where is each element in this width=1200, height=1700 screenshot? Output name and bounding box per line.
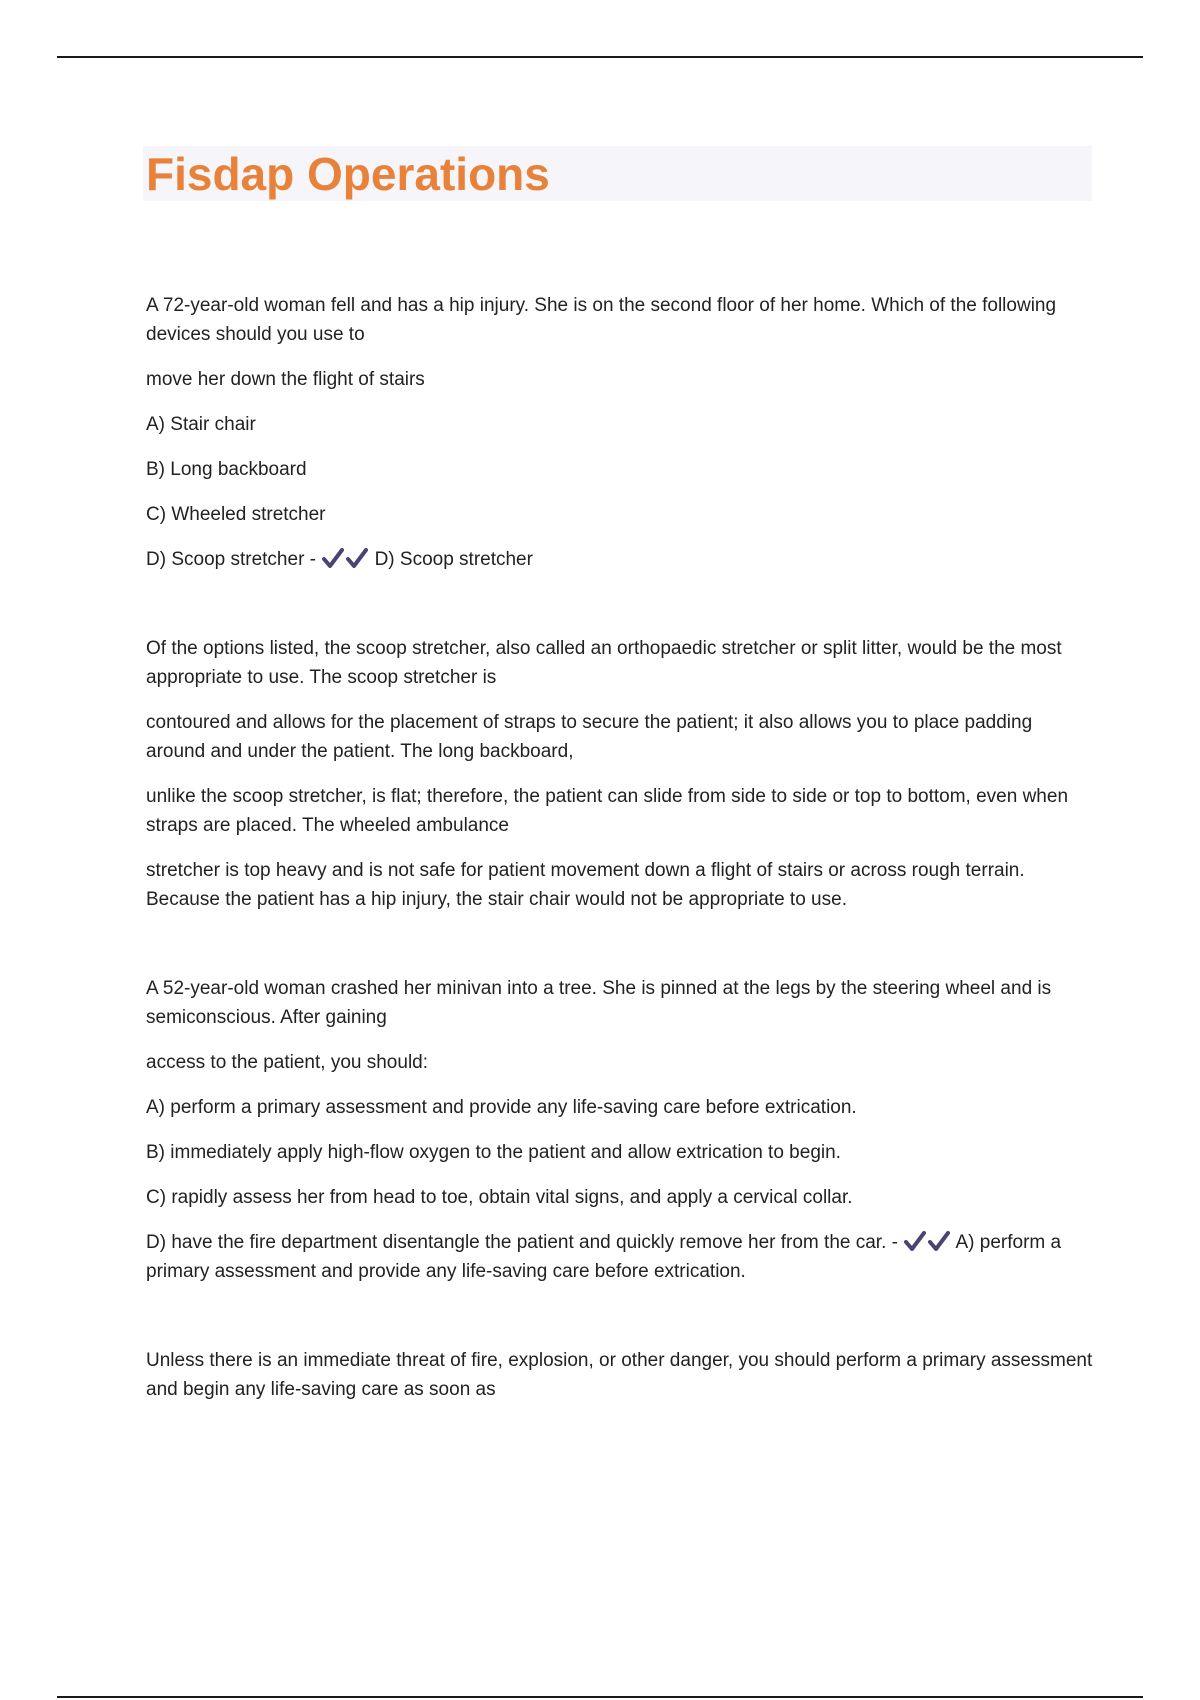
q1-explanation-2: contoured and allows for the placement of straps to secure the patient; it also allows you to place padding around and under the patient. The long backboard, — [146, 712, 1033, 762]
q2-answer: A) perform a primary assessment and provide any life-saving care before extrication. — [146, 1232, 1062, 1282]
q2-explanation-1: Unless there is an immediate threat of fire, explosion, or other danger, you should perform a primary assessment and begin any life-saving care as soon as — [146, 1350, 1093, 1400]
bottom-rule — [57, 1696, 1143, 1698]
q2-option-c: C) rapidly assess her from head to toe, obtain vital signs, and apply a cervical collar. — [146, 1187, 853, 1208]
q1-explanation-1: Of the options listed, the scoop stretcher, also called an orthopaedic stretcher or split litter, would be the most appropriate to use. The scoop stretcher is — [146, 638, 1062, 688]
q1-answer: D) Scoop stretcher — [374, 549, 533, 570]
q2-stem: A 52-year-old woman crashed her minivan into a tree. She is pinned at the legs by the steering wheel and is semiconscious. After gaining — [146, 978, 1052, 1028]
q1-stem-continued: move her down the flight of stairs — [146, 369, 425, 390]
q1-option-d: D) Scoop stretcher - — [146, 549, 316, 570]
document-body — [146, 291, 1096, 1404]
q2-stem-continued: access to the patient, you should: — [146, 1052, 429, 1073]
q1-stem: A 72-year-old woman fell and has a hip injury. She is on the second floor of her home. Which of the following devices should you use to — [146, 295, 1057, 345]
q1-option-d-with-answer — [146, 545, 1096, 574]
check-icon — [345, 547, 369, 569]
q2-option-d: D) have the fire department disentangle the patient and quickly remove her from the car. - — [146, 1232, 898, 1253]
q1-explanation-4: stretcher is top heavy and is not safe for patient movement down a flight of stairs or across rough terrain. Because the patient has a hip injury, the stair chair would not be appropriate to use. — [146, 860, 1025, 910]
check-icon — [321, 547, 345, 569]
check-icon — [927, 1230, 951, 1252]
top-rule — [57, 56, 1143, 58]
document-title: Fisdap Operations — [146, 148, 550, 200]
q1-option-c: C) Wheeled stretcher — [146, 504, 326, 525]
q2-option-b: B) immediately apply high-flow oxygen to the patient and allow extrication to begin. — [146, 1142, 841, 1163]
check-icon — [903, 1230, 927, 1252]
q1-explanation-3: unlike the scoop stretcher, is flat; therefore, the patient can slide from side to side or top to bottom, even when straps are placed. The wheeled ambulance — [146, 786, 1069, 836]
q1-option-a: A) Stair chair — [146, 414, 256, 435]
q1-option-b: B) Long backboard — [146, 459, 307, 480]
q2-option-d-with-answer — [146, 1228, 1096, 1286]
q2-option-a: A) perform a primary assessment and provide any life-saving care before extrication. — [146, 1097, 857, 1118]
